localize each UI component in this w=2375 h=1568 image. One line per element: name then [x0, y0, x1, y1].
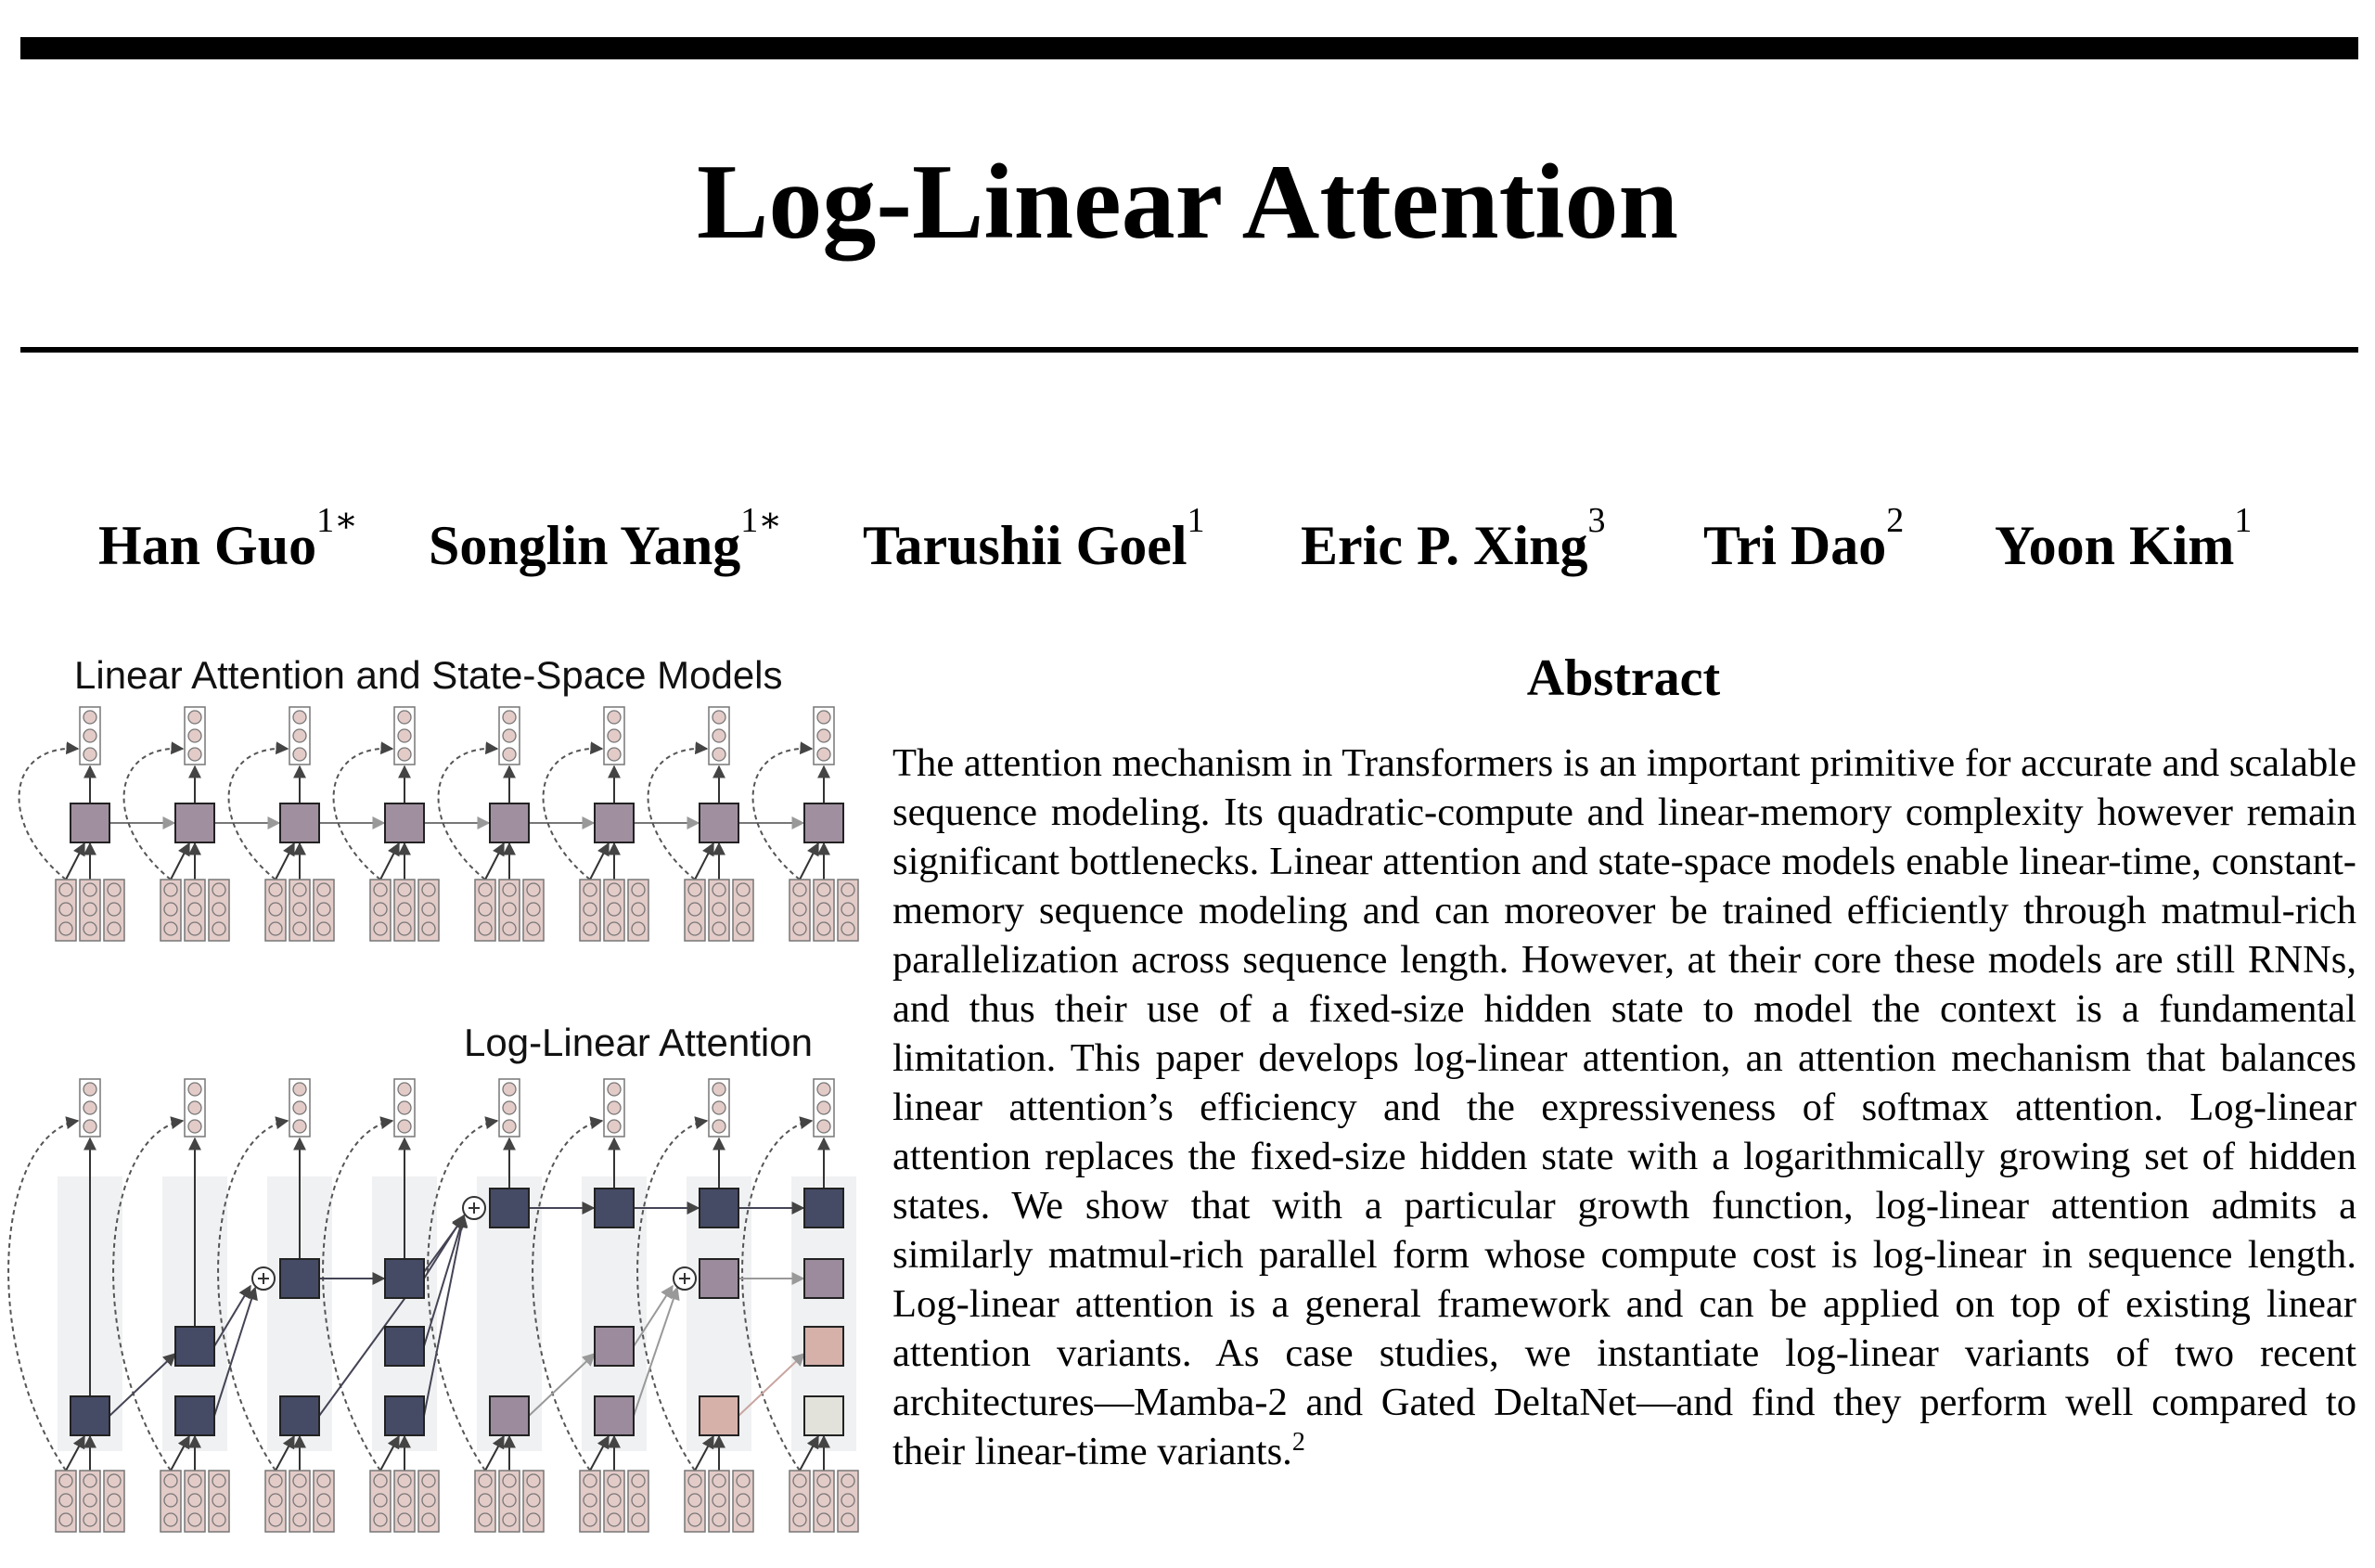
input-unit	[374, 1494, 387, 1507]
output-unit	[712, 1120, 725, 1133]
abstract-heading: Abstract	[1526, 649, 1721, 707]
hierarchical-state	[595, 1327, 634, 1366]
author-affiliation: 3	[1587, 501, 1606, 540]
output-unit	[398, 1120, 411, 1133]
input-unit	[632, 1474, 645, 1487]
input-unit	[632, 1513, 645, 1526]
input-unit	[817, 903, 830, 916]
hierarchical-state	[700, 1189, 738, 1227]
linear-state	[595, 803, 634, 842]
input-unit	[83, 1513, 96, 1526]
input-unit	[841, 1474, 854, 1487]
input-unit	[293, 1513, 306, 1526]
output-unit	[712, 748, 725, 761]
output-unit	[608, 1083, 621, 1096]
author	[1995, 501, 2253, 583]
input-unit	[688, 883, 701, 896]
hierarchical-state	[175, 1327, 214, 1366]
output-unit	[398, 711, 411, 724]
output-unit	[188, 729, 201, 742]
input-unit	[817, 1513, 830, 1526]
input-unit	[422, 883, 435, 896]
output-unit	[398, 729, 411, 742]
input-unit	[503, 922, 516, 935]
input-unit	[737, 883, 750, 896]
paper-title: Log-Linear Attention	[697, 143, 1678, 262]
input-unit	[584, 1474, 597, 1487]
author-name: Han Guo	[98, 515, 317, 576]
input-unit	[527, 922, 540, 935]
input-unit	[164, 883, 177, 896]
input-unit	[188, 1494, 201, 1507]
author-affiliation: 1∗	[740, 501, 783, 540]
input-to-state	[485, 843, 504, 880]
input-unit	[59, 1513, 72, 1526]
input-unit	[398, 1513, 411, 1526]
input-unit	[712, 1494, 725, 1507]
linear-state	[175, 803, 214, 842]
input-unit	[164, 922, 177, 935]
input-unit	[737, 1513, 750, 1526]
hierarchical-state	[175, 1396, 214, 1435]
hierarchical-state	[385, 1396, 424, 1435]
input-unit	[59, 922, 72, 935]
author-name: Songlin Yang	[429, 515, 741, 576]
input-unit	[374, 903, 387, 916]
output-unit	[188, 1083, 201, 1096]
input-unit	[59, 903, 72, 916]
input-unit	[479, 1494, 492, 1507]
input-unit	[793, 903, 806, 916]
author-affiliation: 1∗	[316, 501, 358, 540]
input-unit	[59, 1494, 72, 1507]
input-unit	[688, 903, 701, 916]
input-unit	[841, 883, 854, 896]
input-unit	[422, 903, 435, 916]
output-unit	[83, 748, 96, 761]
input-unit	[712, 903, 725, 916]
author	[1703, 501, 1905, 583]
output-unit	[712, 1083, 725, 1096]
abstract-body	[892, 739, 2356, 1476]
output-unit	[188, 1120, 201, 1133]
input-unit	[374, 883, 387, 896]
input-unit	[374, 1513, 387, 1526]
input-unit	[527, 903, 540, 916]
author	[863, 501, 1205, 583]
input-unit	[737, 922, 750, 935]
output-unit	[712, 711, 725, 724]
input-unit	[584, 883, 597, 896]
input-unit	[212, 903, 225, 916]
input-unit	[632, 883, 645, 896]
hierarchical-state	[700, 1259, 738, 1298]
input-unit	[59, 883, 72, 896]
output-unit	[503, 729, 516, 742]
output-unit	[398, 1101, 411, 1114]
input-unit	[841, 1513, 854, 1526]
query-path	[124, 749, 183, 880]
top-rule	[20, 37, 2358, 59]
input-unit	[108, 1494, 121, 1507]
input-unit	[188, 903, 201, 916]
input-unit	[608, 883, 621, 896]
input-unit	[422, 1474, 435, 1487]
input-unit	[212, 883, 225, 896]
input-unit	[527, 1513, 540, 1526]
output-unit	[608, 711, 621, 724]
input-unit	[317, 903, 330, 916]
hierarchical-state	[280, 1396, 319, 1435]
hierarchical-state	[804, 1259, 843, 1298]
input-unit	[737, 1494, 750, 1507]
input-unit	[817, 922, 830, 935]
output-unit	[503, 1101, 516, 1114]
output-unit	[83, 711, 96, 724]
input-unit	[212, 922, 225, 935]
input-unit	[584, 903, 597, 916]
output-unit	[608, 729, 621, 742]
author-name: Eric P. Xing	[1301, 515, 1588, 576]
query-path	[753, 749, 812, 880]
hierarchical-state	[804, 1189, 843, 1227]
input-unit	[503, 1494, 516, 1507]
output-unit	[293, 1101, 306, 1114]
architecture-figure	[0, 687, 863, 1568]
author	[429, 501, 783, 583]
input-unit	[688, 922, 701, 935]
input-unit	[632, 903, 645, 916]
output-unit	[293, 748, 306, 761]
input-unit	[479, 1513, 492, 1526]
input-unit	[817, 1494, 830, 1507]
output-unit	[83, 1120, 96, 1133]
input-unit	[688, 1513, 701, 1526]
hierarchical-state	[804, 1327, 843, 1366]
input-unit	[374, 1474, 387, 1487]
input-unit	[398, 1474, 411, 1487]
input-unit	[608, 903, 621, 916]
input-unit	[422, 1513, 435, 1526]
input-unit	[293, 903, 306, 916]
output-unit	[188, 748, 201, 761]
input-unit	[269, 922, 282, 935]
input-unit	[527, 1474, 540, 1487]
author	[1301, 501, 1606, 583]
input-unit	[164, 903, 177, 916]
input-unit	[374, 922, 387, 935]
input-to-state	[800, 843, 818, 880]
input-unit	[317, 883, 330, 896]
input-unit	[212, 1513, 225, 1526]
output-unit	[503, 1083, 516, 1096]
linear-state	[490, 803, 529, 842]
hierarchical-state	[595, 1189, 634, 1227]
input-unit	[503, 1513, 516, 1526]
query-path	[439, 749, 497, 880]
query-path	[544, 749, 602, 880]
author-affiliation: 1	[1187, 501, 1205, 540]
hierarchical-state	[595, 1396, 634, 1435]
input-unit	[793, 1513, 806, 1526]
query-path	[648, 749, 707, 880]
input-unit	[188, 1513, 201, 1526]
input-unit	[293, 1474, 306, 1487]
input-unit	[422, 922, 435, 935]
input-unit	[188, 883, 201, 896]
query-path	[334, 749, 392, 880]
hierarchical-state	[385, 1327, 424, 1366]
input-unit	[817, 1474, 830, 1487]
input-to-state	[66, 843, 84, 880]
footnote-mark: 2	[1291, 1427, 1305, 1457]
input-unit	[398, 883, 411, 896]
output-unit	[293, 1083, 306, 1096]
input-unit	[793, 1474, 806, 1487]
output-unit	[503, 711, 516, 724]
input-unit	[479, 922, 492, 935]
input-unit	[83, 903, 96, 916]
input-unit	[841, 903, 854, 916]
hierarchical-state	[490, 1396, 529, 1435]
output-unit	[503, 748, 516, 761]
input-unit	[269, 1474, 282, 1487]
hierarchical-state	[700, 1396, 738, 1435]
output-unit	[398, 1083, 411, 1096]
input-unit	[737, 1474, 750, 1487]
output-unit	[188, 711, 201, 724]
query-path	[19, 749, 78, 880]
input-unit	[269, 1494, 282, 1507]
output-unit	[608, 1101, 621, 1114]
input-unit	[793, 883, 806, 896]
input-unit	[164, 1494, 177, 1507]
input-unit	[188, 922, 201, 935]
figure-bottom-title: Log-Linear Attention	[464, 1021, 813, 1064]
output-unit	[817, 1101, 830, 1114]
linear-state	[385, 803, 424, 842]
input-unit	[527, 1494, 540, 1507]
input-unit	[793, 1494, 806, 1507]
input-unit	[164, 1474, 177, 1487]
input-unit	[841, 1494, 854, 1507]
input-unit	[632, 922, 645, 935]
output-unit	[398, 748, 411, 761]
query-path	[229, 749, 288, 880]
output-unit	[608, 748, 621, 761]
hierarchical-state	[490, 1189, 529, 1227]
input-unit	[83, 1474, 96, 1487]
input-unit	[479, 1474, 492, 1487]
figure-top-title: Linear Attention and State-Space Models	[74, 653, 783, 697]
hierarchical-state	[804, 1396, 843, 1435]
output-unit	[293, 729, 306, 742]
input-to-state	[695, 843, 713, 880]
output-unit	[817, 1120, 830, 1133]
input-unit	[688, 1474, 701, 1487]
input-to-state	[171, 843, 189, 880]
input-unit	[503, 903, 516, 916]
input-unit	[108, 922, 121, 935]
linear-state	[700, 803, 738, 842]
input-unit	[269, 883, 282, 896]
input-unit	[479, 903, 492, 916]
input-unit	[584, 1494, 597, 1507]
input-unit	[712, 883, 725, 896]
input-unit	[164, 1513, 177, 1526]
input-unit	[503, 1474, 516, 1487]
output-unit	[293, 711, 306, 724]
input-unit	[317, 1474, 330, 1487]
input-unit	[83, 883, 96, 896]
linear-state	[280, 803, 319, 842]
input-unit	[632, 1494, 645, 1507]
linear-state	[804, 803, 843, 842]
author-name: Tri Dao	[1703, 515, 1887, 576]
input-unit	[737, 903, 750, 916]
input-unit	[503, 883, 516, 896]
output-unit	[503, 1120, 516, 1133]
input-to-state	[590, 843, 609, 880]
input-unit	[608, 922, 621, 935]
input-unit	[108, 1474, 121, 1487]
input-unit	[108, 883, 121, 896]
input-unit	[608, 1513, 621, 1526]
input-unit	[59, 1474, 72, 1487]
author-affiliation: 2	[1886, 501, 1905, 540]
input-unit	[608, 1494, 621, 1507]
input-unit	[793, 922, 806, 935]
input-unit	[83, 922, 96, 935]
output-unit	[712, 729, 725, 742]
input-unit	[479, 883, 492, 896]
author-affiliation: 1	[2234, 501, 2253, 540]
output-unit	[712, 1101, 725, 1114]
author-name: Tarushii Goel	[863, 515, 1188, 576]
input-unit	[108, 903, 121, 916]
output-unit	[83, 1083, 96, 1096]
hierarchical-state	[385, 1259, 424, 1298]
input-unit	[212, 1494, 225, 1507]
input-unit	[608, 1474, 621, 1487]
author-name: Yoon Kim	[1995, 515, 2235, 576]
input-unit	[398, 903, 411, 916]
input-unit	[712, 1513, 725, 1526]
input-unit	[317, 922, 330, 935]
output-unit	[817, 711, 830, 724]
author	[98, 501, 358, 583]
author-list	[0, 501, 2375, 583]
input-unit	[712, 922, 725, 935]
input-to-state	[380, 843, 399, 880]
output-unit	[83, 729, 96, 742]
input-unit	[584, 1513, 597, 1526]
input-unit	[269, 903, 282, 916]
abstract-text: The attention mechanism in Transformers is an important primitive for accurate and scalable sequence modeling. Its quadratic-compute and linear-memory complexity however remain significant bottlenecks. Linear attention and state-space models enable linear-time, constant-memory sequence modeling and can moreover be trained efficiently through matmul-rich parallelization across sequence length. However, at their core these models are still RNNs, and thus their use of a fixed-size hidden state to model the context is a fundamental limitation. This paper develops log-linear attention, an attention mechanism that balances linear attention’s efficiency and the expressiveness of softmax attention. Log-linear attention replaces the fixed-size hidden state with a logarithmically growing set of hidden states. We show that with a particular growth function, log-linear attention admits a similarly matmul-rich parallel form whose compute cost is log-linear in sequence length. Log-linear attention is a general framework and can be applied on top of existing linear attention variants. As case studies, we instantiate log-linear variants of two recent architectures—Mamba-2 and Gated DeltaNet—and find they perform well compared to their linear-time variants.	[892, 741, 2356, 1473]
input-unit	[398, 922, 411, 935]
input-unit	[527, 883, 540, 896]
input-unit	[422, 1494, 435, 1507]
input-unit	[317, 1513, 330, 1526]
input-unit	[293, 1494, 306, 1507]
input-unit	[212, 1474, 225, 1487]
input-unit	[293, 922, 306, 935]
output-unit	[293, 1120, 306, 1133]
output-unit	[817, 729, 830, 742]
input-unit	[841, 922, 854, 935]
output-unit	[817, 748, 830, 761]
input-to-state	[276, 843, 294, 880]
input-unit	[817, 883, 830, 896]
hierarchical-state	[71, 1396, 109, 1435]
output-unit	[188, 1101, 201, 1114]
input-unit	[188, 1474, 201, 1487]
input-unit	[83, 1494, 96, 1507]
output-unit	[817, 1083, 830, 1096]
input-unit	[398, 1494, 411, 1507]
input-unit	[584, 922, 597, 935]
abstract-paragraph	[892, 739, 2356, 1476]
hierarchical-state	[280, 1259, 319, 1298]
output-unit	[83, 1101, 96, 1114]
title-rule	[20, 347, 2358, 353]
input-unit	[293, 883, 306, 896]
input-unit	[688, 1494, 701, 1507]
input-unit	[317, 1494, 330, 1507]
input-unit	[269, 1513, 282, 1526]
input-unit	[712, 1474, 725, 1487]
input-unit	[108, 1513, 121, 1526]
linear-state	[71, 803, 109, 842]
output-unit	[608, 1120, 621, 1133]
